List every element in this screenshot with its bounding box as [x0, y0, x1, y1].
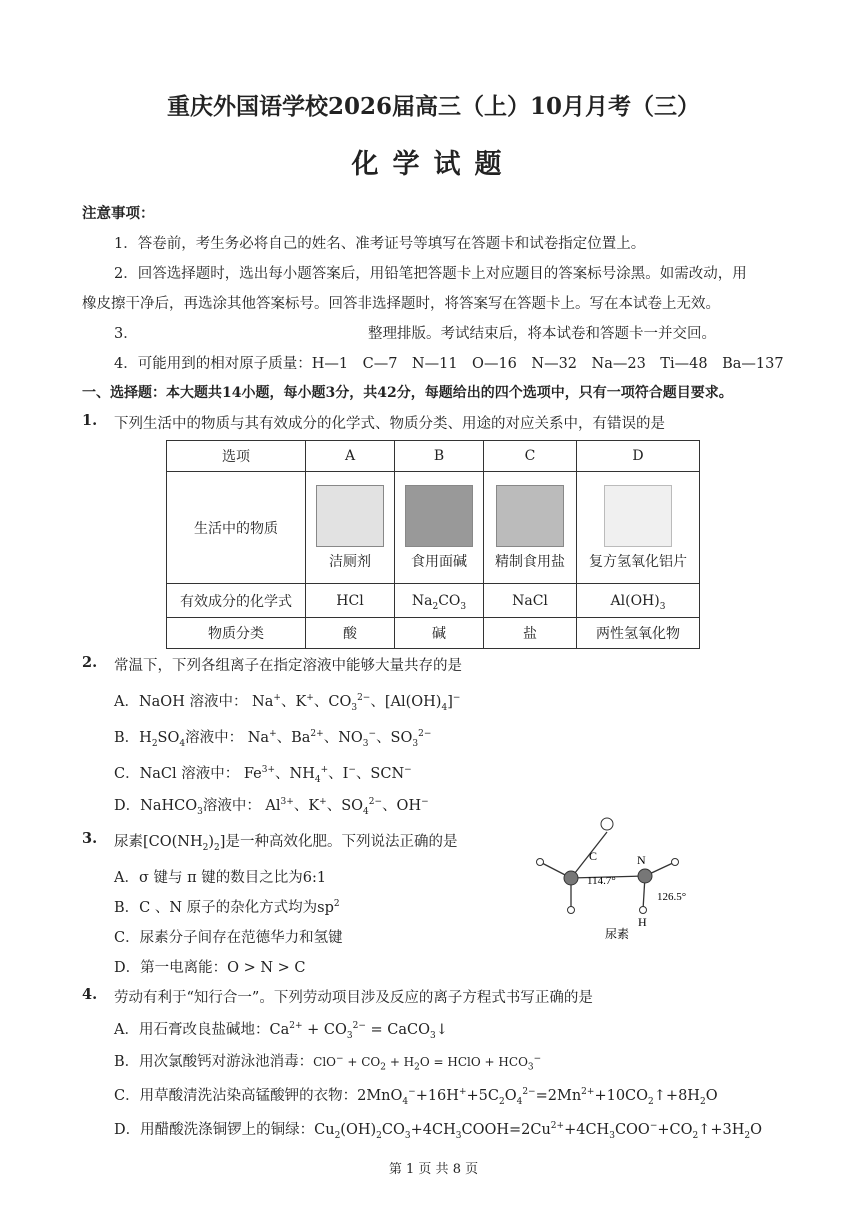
q2-a-label: A．NaOH 溶液中： [114, 694, 248, 710]
table-header-option: 选项 [167, 441, 306, 472]
cell-a-class: 酸 [306, 618, 395, 649]
q3-stem-pre: 尿素 [114, 834, 143, 850]
q3-number: 3. [82, 830, 98, 847]
hydrogen-atom [537, 859, 544, 866]
q4-option-c: C．用草酸清洗沾染高锰酸钾的衣物：$2MnO_4^-+16H^++5C_2O_4^{2-}=2Mn^{2+}+10CO_2↑+8H_2O$ [114, 1087, 718, 1107]
hydrogen-atom [568, 907, 575, 914]
q4-c-label: C．用草酸清洗沾染高锰酸钾的衣物： [114, 1088, 358, 1104]
cell-a-formula: HCl [306, 584, 395, 618]
cell-a-substance [306, 472, 395, 584]
cell-c-formula: NaCl [484, 584, 577, 618]
q2-stem: 常温下，下列各组离子在指定溶液中能够大量共存的是 [114, 658, 462, 674]
urea-molecule-diagram [525, 810, 725, 950]
q4-option-a: A．用石膏改良盐碱地：$Ca^{2+} + CO_3^{2-}$ = CaCO$_3$↓ [114, 1021, 448, 1041]
q2-d-label: D．NaHCO [114, 798, 198, 814]
q2-c-label: C．NaCl 溶液中： [114, 766, 240, 782]
q3-b-text: B．C 、N 原子的杂化方式均为sp [114, 900, 334, 916]
hydrogen-atom [640, 907, 647, 914]
row-label-substance: 生活中的物质 [167, 472, 306, 584]
row-label-class: 物质分类 [167, 618, 306, 649]
cell-b-name: 食用面碱 [411, 553, 467, 570]
q3-option-c: C．尿素分子间存在范德华力和氢键 [114, 930, 343, 946]
table-header-a: A [306, 441, 395, 472]
table-header-b: B [395, 441, 484, 472]
q1-table [166, 440, 700, 649]
q4-stem: 劳动有利于“知行合一”。下列劳动项目涉及反应的离子方程式书写正确的是 [114, 990, 593, 1006]
q4-b-label: B．用次氯酸钙对游泳池消毒： [114, 1054, 314, 1070]
q4-a-label: A．用石膏改良盐碱地： [114, 1022, 270, 1038]
cell-b-class: 碱 [395, 618, 484, 649]
notice-item-1: 1．答卷前，考生务必将自己的姓名、准考证号等填写在答题卡和试卷指定位置上。 [114, 236, 646, 252]
salt-bag-image [496, 485, 564, 547]
q3-option-a: A．σ 键与 π 键的数目之比为6:1 [114, 870, 327, 886]
cell-b-formula: $Na_2CO_3$ [395, 584, 484, 618]
table-header-d: D [577, 441, 700, 472]
q2-option-c: C．NaCl 溶液中： $Fe^{3+}$、$NH_4^+$、I−、SCN− [114, 765, 412, 785]
hydrogen-atom [672, 859, 679, 866]
carbon-atom [564, 871, 578, 885]
q2-option-a: A．NaOH 溶液中： Na+、K+、$CO_3^{2-}$、$[Al(OH)_4]^-$ [114, 693, 461, 713]
cell-d-name: 复方氢氧化铝片 [589, 553, 687, 570]
section-heading: 一、选择题：本大题共14小题，每小题3分，共42分，每题给出的四个选项中，只有一项符合题目要求。 [82, 385, 733, 401]
notice-item-4: 4．可能用到的相对原子质量：H—1 C—7 N—11 O—16 N—32 Na—23 Ti—48 Ba—137 [114, 356, 784, 372]
q3-option-b: B．C 、N 原子的杂化方式均为$sp^2$ [114, 899, 340, 916]
q2-b-mid: 溶液中： [185, 730, 244, 746]
row-label-formula: 有效成分的化学式 [167, 584, 306, 618]
q4-option-d: D．用醋酸洗涤铜锣上的铜绿：$Cu_2(OH)_2CO_3+4CH_3COOH=2Cu^{2+}+4CH_3COO^-+CO_2↑+3H_2O$ [114, 1121, 763, 1141]
q2-d-mid: 溶液中： [202, 798, 261, 814]
page-title: 重庆外国语学校2026届高三（上）10月月考（三） [166, 93, 701, 120]
q4-option-b: B．用次氯酸钙对游泳池消毒：$ClO^- + CO_2 + H_2O$ = HClO + $HCO_3^-$ [114, 1054, 542, 1073]
notice-item-3a: 3． [114, 326, 138, 342]
cell-d-substance [577, 472, 700, 584]
page-footer: 第 1 页 共 8 页 [388, 1162, 479, 1177]
q3-option-d: D．第一电离能：O > N > C [114, 960, 306, 976]
q1-number: 1. [82, 412, 98, 429]
cell-b-substance [395, 472, 484, 584]
q2-number: 2. [82, 654, 98, 671]
q2-b-label: B． [114, 730, 140, 746]
nitrogen-atom [638, 869, 652, 883]
q1-stem: 下列生活中的物质与其有效成分的化学式、物质分类、用途的对应关系中，有错误的是 [114, 416, 665, 432]
notice-item-2b: 橡皮擦干净后，再选涂其他答案标号。回答非选择题时，将答案写在答题卡上。写在本试卷上无效。 [82, 296, 720, 312]
page-subtitle: 化学试题 [351, 149, 516, 180]
figure-caption: 尿素 [605, 927, 630, 941]
medicine-bottle-image [604, 485, 672, 547]
cell-d-class: 两性氢氧化物 [577, 618, 700, 649]
soda-bag-image [405, 485, 473, 547]
oxygen-atom [601, 818, 613, 830]
q4-d-label: D．用醋酸洗涤铜锣上的铜绿： [114, 1122, 315, 1138]
cell-c-name: 精制食用盐 [495, 553, 565, 570]
q3-stem: 尿素$[CO(NH_2)_2]$是一种高效化肥。下列说法正确的是 [114, 834, 458, 853]
q2-option-d: D．NaHCO$_3$溶液中： $Al^{3+}$、K+、$SO_4^{2-}$、OH− [114, 797, 429, 817]
q4-number: 4. [82, 986, 98, 1003]
q2-option-b: B．$H_2SO_4$溶液中： Na+、$Ba^{2+}$、$NO_3^-$、$SO_3^{2-}$ [114, 729, 432, 749]
notice-heading: 注意事项： [82, 205, 155, 222]
q3-stem-post: 是一种高效化肥。下列说法正确的是 [225, 834, 458, 850]
angle-label-2: 126.5° [657, 891, 687, 903]
cell-d-formula: $Al(OH)_3$ [577, 584, 700, 618]
cell-a-name: 洁厕剂 [329, 553, 371, 570]
hydrogen-label: H [638, 915, 647, 929]
cell-c-class: 盐 [484, 618, 577, 649]
cell-c-substance [484, 472, 577, 584]
notice-item-3b: 整理排版。考试结束后，将本试卷和答题卡一并交回。 [368, 326, 716, 342]
toilet-cleaner-image [316, 485, 384, 547]
angle-label-1: 114.7° [587, 875, 616, 887]
notice-item-2a: 2．回答选择题时，选出每小题答案后，用铅笔把答题卡上对应题目的答案标号涂黑。如需改动，用 [114, 266, 747, 282]
carbon-label: C [589, 849, 598, 863]
table-header-c: C [484, 441, 577, 472]
nitrogen-label: N [637, 853, 646, 867]
